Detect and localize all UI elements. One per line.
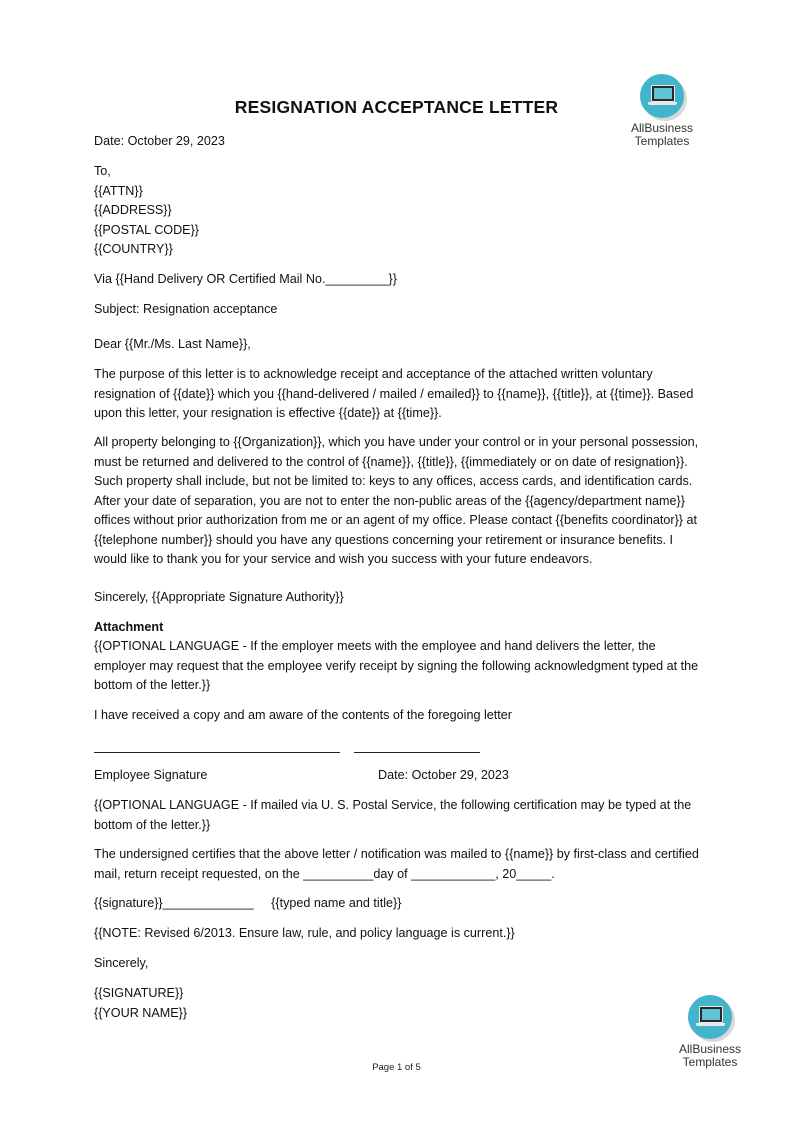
date-signature-line (354, 752, 480, 753)
mail-certification: The undersigned certifies that the above letter / notification was mailed to {{name}} by first-class and certified mail, return receipt requested, on the __________day of ____________, 20_____. (94, 847, 699, 881)
subject-line: Subject: Resignation acceptance (94, 302, 278, 316)
document-title: RESIGNATION ACCEPTANCE LETTER (234, 97, 559, 117)
closing-sincerely: Sincerely, (94, 956, 149, 970)
allbusiness-logo-bottom (670, 995, 750, 1069)
paragraph-acknowledgment: The purpose of this letter is to acknowledge receipt and acceptance of the attached written voluntary resignation of {{date}} which you {{hand-delivered / mailed / emailed}} to {{name}}, {{title}}, at {{time}}. Based upon this letter, your resignation is effective {{date}} at {{time}}. (94, 367, 694, 420)
page-number: Page 1 of 5 (372, 1062, 421, 1073)
logo-text: AllBusiness Templates (678, 1042, 742, 1069)
receipt-statement: I have received a copy and am aware of the contents of the foregoing letter (94, 708, 512, 722)
employee-signature-label: Employee Signature (94, 768, 208, 782)
signature-date: Date: October 29, 2023 (378, 768, 509, 782)
optional-language-mail: {{OPTIONAL LANGUAGE - If mailed via U. S. Postal Service, the following certification may be typed at the bottom of the letter.}} (94, 798, 692, 832)
recipient-address: To, {{ATTN}} {{ADDRESS}} {{POSTAL CODE}} {{COUNTRY}} (94, 164, 199, 256)
signature-block: {{SIGNATURE}} {{YOUR NAME}} (94, 986, 188, 1020)
attachment-heading: Attachment (94, 620, 164, 634)
delivery-method: Via {{Hand Delivery OR Certified Mail No._________}} (94, 272, 397, 286)
revision-note: {{NOTE: Revised 6/2013. Ensure law, rule, and policy language is current.}} (94, 926, 515, 940)
employee-signature-line (94, 752, 340, 753)
closing-signature-authority: Sincerely, {{Appropriate Signature Authority}} (94, 590, 344, 604)
signature-name-line: {{signature}}_____________ {{typed name and title}} (94, 896, 402, 910)
date-line: Date: October 29, 2023 (94, 134, 225, 148)
optional-language-hand-delivery: {{OPTIONAL LANGUAGE - If the employer meets with the employee and hand delivers the letter, the employer may request that the employee verify receipt by signing the following acknowledgment typed at the bottom of the letter.}} (94, 639, 699, 692)
paragraph-property: All property belonging to {{Organization}}, which you have under your control or in your personal possession, must be returned and delivered to the control of {{name}}, {{title}}, {{immediately or on date of resignation}}. Such property shall include, but not be limited to: keys to any offices, access cards, and identification cards. After your date of separation, you are not to enter the non-public areas of the {{agency/department name}} offices without prior authorization from me or an agent of my office. Please contact {{benefits coordinator}} at {{telephone number}} should you have any questions concerning your retirement or insurance benefits. I would like to thank you for your service and wish you success with your future endeavors. (94, 435, 699, 566)
laptop-icon (688, 995, 732, 1039)
salutation: Dear {{Mr./Ms. Last Name}}, (94, 337, 251, 351)
logo-text: AllBusiness Templates (630, 121, 694, 148)
